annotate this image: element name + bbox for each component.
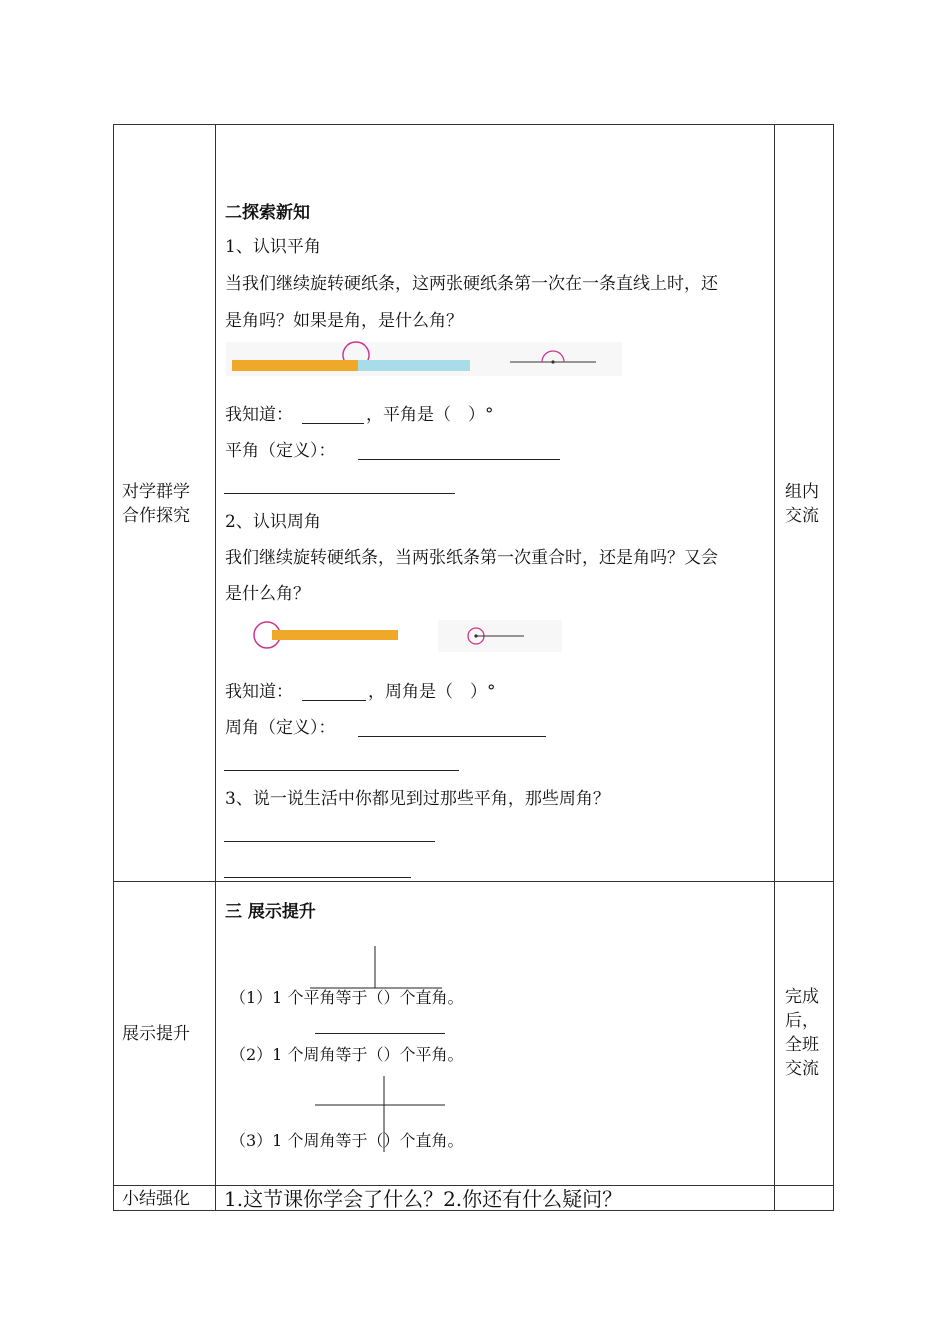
life-examples-question: 3、说一说生活中你都见到过那些平角，那些周角？ — [225, 789, 610, 809]
flat-angle-question-cont: 是角吗？如果是角，是什么角？ — [225, 311, 463, 331]
show-question-1: （1）1 个平角等于（）个直角。 — [230, 988, 464, 1007]
full-angle-title: 2、认识周角 — [225, 512, 321, 532]
flat-definition-blank-2[interactable] — [224, 493, 455, 494]
full-angle-question-cont: 是什么角？ — [225, 584, 310, 604]
row-label-explore: 对学群学 合作探究 — [122, 482, 190, 526]
orange-strip — [272, 630, 398, 640]
row-divider — [113, 1185, 834, 1186]
column-divider — [215, 124, 216, 1211]
row-note-group: 组内 交流 — [785, 482, 819, 526]
life-examples-blank-2[interactable] — [224, 877, 411, 878]
flat-know-prefix: 我知道： — [225, 405, 293, 425]
flat-angle-right-angle-diagram — [300, 944, 460, 994]
row-label-show: 展示提升 — [122, 1024, 190, 1044]
flat-know-blank[interactable] — [302, 423, 364, 424]
flat-angle-question: 当我们继续旋转硬纸条，这两张硬纸条第一次在一条直线上时，还 — [225, 274, 718, 294]
full-angle-strips-figure — [250, 615, 570, 659]
show-question-2: （2）1 个周角等于（）个平角。 — [230, 1045, 464, 1064]
section-heading-explore: 二探索新知 — [225, 203, 310, 223]
row-label-summary: 小结强化 — [122, 1189, 190, 1209]
vertex-dot — [551, 360, 554, 363]
full-know-suffix: ，周角是（ ）° — [368, 682, 496, 702]
flat-definition-label: 平角（定义）： — [225, 441, 336, 461]
section-heading-show: 三 展示提升 — [225, 902, 316, 922]
full-know-prefix: 我知道： — [225, 682, 293, 702]
column-divider — [774, 124, 775, 1211]
flat-know-suffix: ，平角是（ ）° — [366, 405, 494, 425]
life-examples-blank[interactable] — [224, 841, 435, 842]
full-angle-question: 我们继续旋转硬纸条，当两张纸条第一次重合时，还是角吗？又会 — [225, 548, 718, 568]
row-divider — [113, 881, 834, 882]
row-note-class: 完成 后， 全班 交流 — [785, 987, 819, 1079]
flat-angle-title: 1、认识平角 — [225, 237, 321, 257]
full-definition-blank[interactable] — [358, 736, 546, 737]
full-definition-blank-2[interactable] — [224, 770, 459, 771]
full-definition-label: 周角（定义）： — [225, 718, 336, 738]
full-know-blank[interactable] — [302, 700, 366, 701]
blue-strip — [358, 360, 470, 371]
full-angle-straight-diagram — [315, 1033, 445, 1034]
flat-definition-blank[interactable] — [358, 459, 560, 460]
show-question-3: （3）1 个周角等于（）个直角。 — [230, 1131, 464, 1150]
flat-angle-strips-figure — [226, 342, 626, 378]
summary-text: 1.这节课你学会了什么？2.你还有什么疑问？ — [224, 1187, 623, 1211]
orange-strip — [232, 360, 358, 371]
